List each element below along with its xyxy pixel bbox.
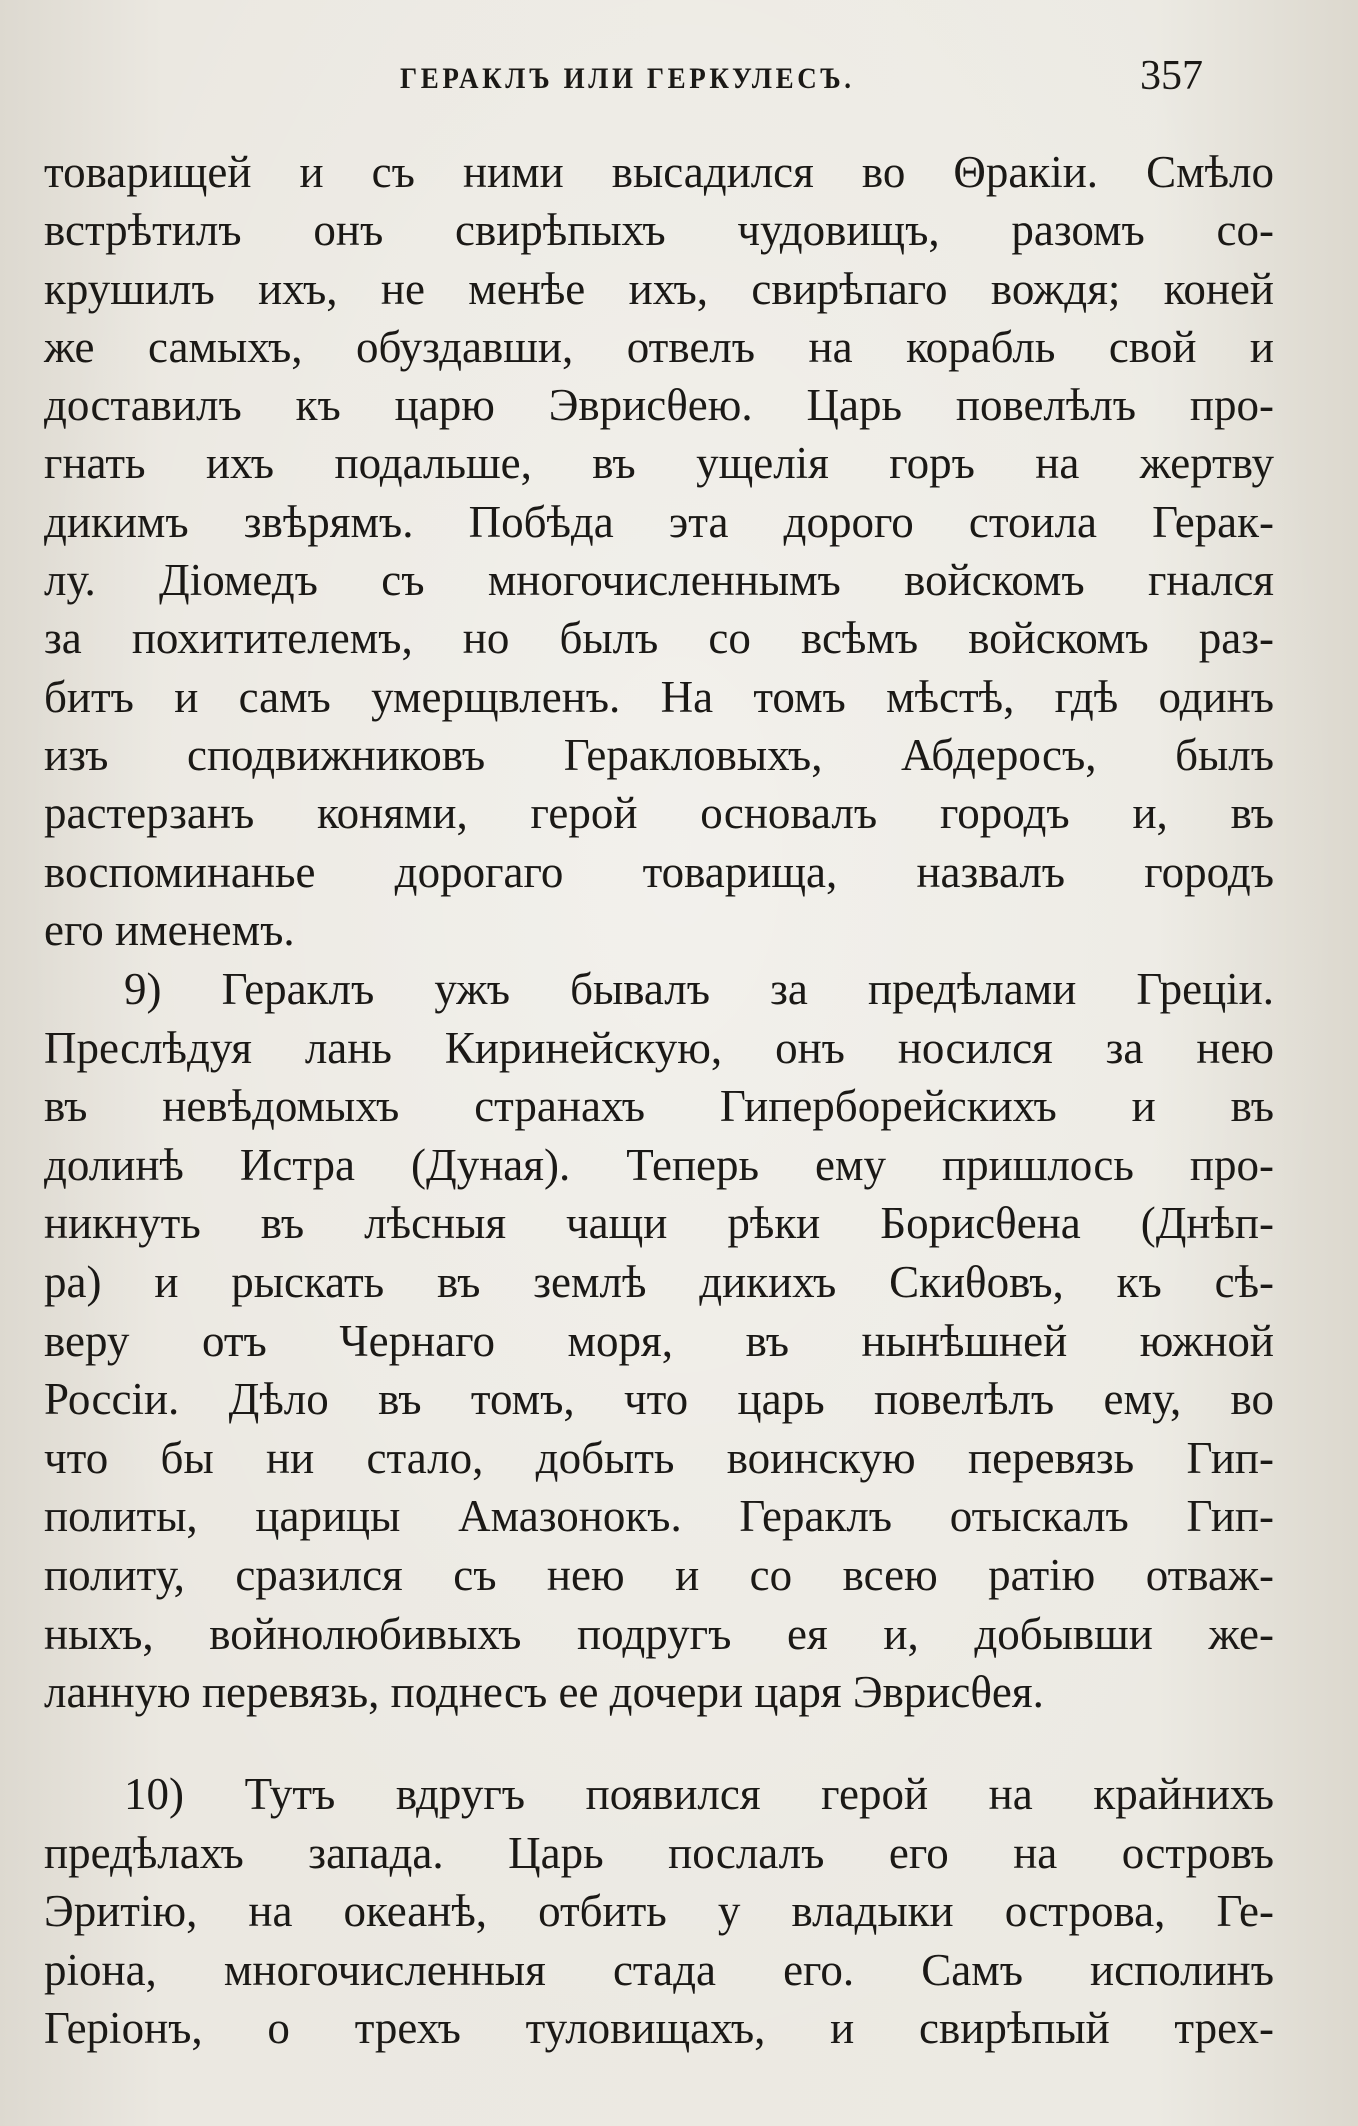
text-line: никнуть въ лѣсныя чащи рѣки Борисθена (Днѣп- [44,1198,1274,1249]
text-line: битъ и самъ умерщвленъ. На томъ мѣстѣ, гдѣ одинъ [44,671,1274,722]
text-line: ріона, многочисленныя стада его. Самъ исполинъ [44,1944,1274,1995]
paragraph-10 [44,1765,1274,2058]
text-line: веру отъ Чернаго моря, въ нынѣшней южной [44,1315,1274,1366]
text-line: ныхъ, войнолюбивыхъ подругъ ея и, добывши же- [44,1608,1274,1659]
text-line: 10) Тутъ вдругъ появился герой на крайнихъ [124,1769,1274,1819]
text-line: растерзанъ конями, герой основалъ городъ и, въ [44,788,1274,839]
page-header [0,52,1358,108]
paragraph-9 [44,960,1274,1722]
text-line: что бы ни стало, добыть воинскую перевязь Гип- [44,1432,1274,1483]
text-line: лу. Діомедъ съ многочисленнымъ войскомъ гнался [44,555,1274,606]
text-line: ра) и рыскать въ землѣ дикихъ Скиθовъ, къ сѣ- [44,1256,1274,1307]
text-line: его именемъ. [44,904,295,955]
text-line: политы, царицы Амазонокъ. Гераклъ отыскалъ Гип- [44,1491,1274,1542]
text-line: доставилъ къ царю Эврисθею. Царь повелѣлъ про- [44,380,1274,431]
text-line: предѣлахъ запада. Царь послалъ его на островъ [44,1827,1274,1878]
text-line: гнать ихъ подальше, въ ущелія горъ на жертву [44,438,1274,489]
running-title: ГЕРАКЛЪ ИЛИ ГЕРКУЛЕСЪ. [400,62,855,95]
paragraph-continued [44,143,1274,959]
text-line: дикимъ звѣрямъ. Побѣда эта дорого стоила Герак- [44,496,1274,547]
text-line: товарищей и съ ними высадился во Θракіи. Смѣло [44,147,1274,197]
text-line: изъ сподвижниковъ Геракловыхъ, Абдеросъ, былъ [44,729,1274,780]
text-line: Эритію, на океанѣ, отбить у владыки острова, Ге- [44,1886,1274,1937]
text-line: 9) Гераклъ ужъ бывалъ за предѣлами Греціи. [124,964,1274,1014]
text-line: крушилъ ихъ, не менѣе ихъ, свирѣпаго вождя; коней [44,263,1274,314]
text-line: воспоминанье дорогаго товарища, назвалъ городъ [44,846,1274,897]
text-line: политу, сразился съ нею и со всею ратію отваж- [44,1549,1274,1600]
text-line: же самыхъ, обуздавши, отвелъ на корабль свой и [44,321,1274,372]
text-line: ланную перевязь, поднесъ ее дочери царя Эврисθея. [44,1667,1044,1718]
text-line: въ невѣдомыхъ странахъ Гиперборейскихъ и въ [44,1081,1274,1132]
text-line: Россіи. Дѣло въ томъ, что царь повелѣлъ ему, во [44,1374,1274,1425]
text-line: Преслѣдуя лань Киринейскую, онъ носился за нею [44,1022,1274,1073]
text-line: Геріонъ, о трехъ туловищахъ, и свирѣпый трех- [44,2003,1274,2054]
text-line: долинѣ Истра (Дуная). Теперь ему пришлось про- [44,1139,1274,1190]
text-line: за похитителемъ, но былъ со всѣмъ войскомъ раз- [44,613,1274,664]
page-number: 357 [1140,53,1203,99]
text-line: встрѣтилъ онъ свирѣпыхъ чудовищъ, разомъ со- [44,205,1274,256]
